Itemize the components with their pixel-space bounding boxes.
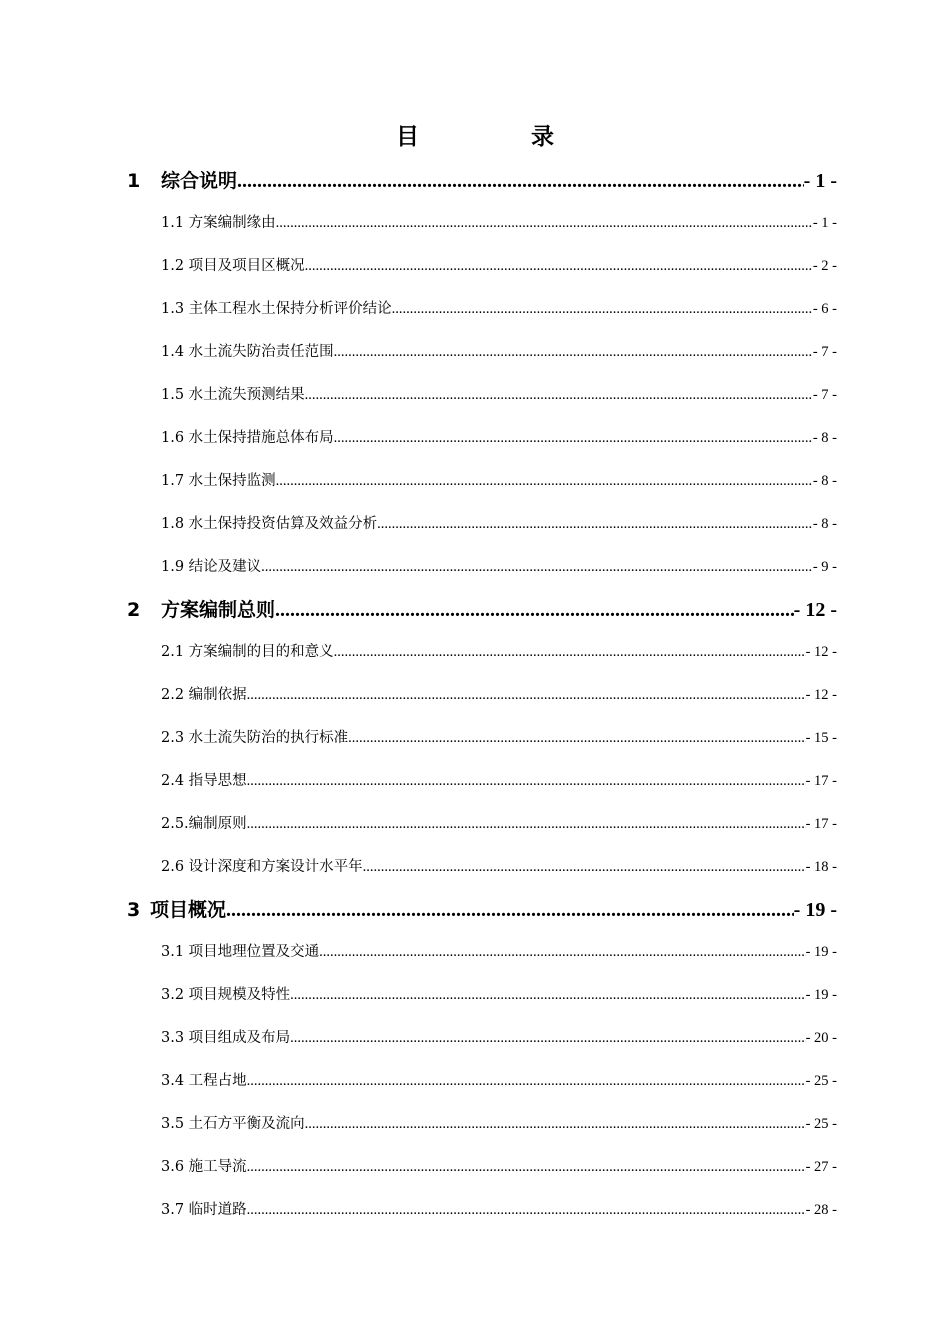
dot-leader	[334, 417, 813, 460]
dot-leader	[247, 1146, 806, 1189]
section-title: 1.6 水土保持措施总体布局	[161, 430, 334, 446]
toc-section-3-3[interactable]	[127, 1017, 837, 1060]
dot-leader	[247, 1060, 806, 1103]
section-page-number: - 8 -	[812, 516, 837, 532]
toc-chapter-1[interactable]	[127, 160, 837, 202]
section-page-number: - 6 -	[812, 301, 837, 317]
toc-section-3-4[interactable]	[127, 1060, 837, 1103]
chapter-number: 2	[127, 599, 141, 621]
dot-leader	[334, 631, 806, 674]
chapter-title: 综合说明	[161, 170, 238, 192]
toc-section-1-1[interactable]	[127, 202, 837, 245]
chapter-page-number: - 1 -	[803, 170, 837, 192]
section-title: 2.3 水土流失防治的执行标准	[161, 730, 349, 746]
toc-section-2-1[interactable]	[127, 631, 837, 674]
section-title: 3.2 项目规模及特性	[161, 987, 291, 1003]
section-page-number: - 1 -	[812, 215, 837, 231]
section-page-number: - 18 -	[805, 859, 837, 875]
dot-leader	[305, 1103, 806, 1146]
section-title: 3.5 土石方平衡及流向	[161, 1116, 305, 1132]
chapter-title: 方案编制总则	[161, 599, 276, 621]
toc-section-3-2[interactable]	[127, 974, 837, 1017]
section-page-number: - 17 -	[805, 773, 837, 789]
toc-section-2-5[interactable]	[127, 803, 837, 846]
dot-leader	[363, 846, 806, 889]
chapter-page-number: - 19 -	[793, 899, 837, 921]
toc-section-1-3[interactable]	[127, 288, 837, 331]
dot-leader	[290, 1017, 805, 1060]
section-title: 3.7 临时道路	[161, 1202, 247, 1218]
section-title: 1.1 方案编制缘由	[161, 215, 276, 231]
chapter-number: 1	[127, 170, 141, 192]
toc-section-3-5[interactable]	[127, 1103, 837, 1146]
section-page-number: - 15 -	[805, 730, 837, 746]
section-title: 1.5 水土流失预测结果	[161, 387, 305, 403]
section-title: 1.8 水土保持投资估算及效益分析	[161, 516, 378, 532]
section-title: 2.5.编制原则	[161, 816, 247, 832]
section-title: 2.4 指导思想	[161, 773, 247, 789]
section-page-number: - 12 -	[805, 687, 837, 703]
dot-leader	[290, 974, 805, 1017]
toc-section-2-4[interactable]	[127, 760, 837, 803]
toc-section-2-6[interactable]	[127, 846, 837, 889]
section-page-number: - 28 -	[805, 1202, 837, 1218]
dot-leader	[305, 374, 813, 417]
section-page-number: - 19 -	[805, 944, 837, 960]
dot-leader	[247, 1189, 806, 1232]
section-page-number: - 19 -	[805, 987, 837, 1003]
section-page-number: - 20 -	[805, 1030, 837, 1046]
toc-list	[127, 160, 837, 1232]
toc-title: 目 录	[395, 124, 606, 150]
section-title: 3.4 工程占地	[161, 1073, 247, 1089]
toc-section-1-5[interactable]	[127, 374, 837, 417]
section-title: 1.4 水土流失防治责任范围	[161, 344, 334, 360]
toc-chapter-2[interactable]	[127, 589, 837, 631]
toc-section-3-6[interactable]	[127, 1146, 837, 1189]
section-page-number: - 7 -	[812, 344, 837, 360]
dot-leader	[377, 503, 813, 546]
toc-section-1-4[interactable]	[127, 331, 837, 374]
section-page-number: - 25 -	[805, 1116, 837, 1132]
toc-section-1-6[interactable]	[127, 417, 837, 460]
section-title: 2.1 方案编制的目的和意义	[161, 644, 334, 660]
toc-section-3-7[interactable]	[127, 1189, 837, 1232]
dot-leader	[247, 674, 806, 717]
toc-chapter-3[interactable]	[127, 889, 837, 931]
toc-section-2-2[interactable]	[127, 674, 837, 717]
dot-leader	[319, 931, 805, 974]
chapter-page-number: - 12 -	[793, 599, 837, 621]
section-title: 2.2 编制依据	[161, 687, 247, 703]
section-title: 1.3 主体工程水土保持分析评价结论	[161, 301, 392, 317]
section-page-number: - 25 -	[805, 1073, 837, 1089]
section-title: 3.1 项目地理位置及交通	[161, 944, 320, 960]
dot-leader	[261, 546, 813, 589]
dot-leader	[276, 202, 813, 245]
toc-section-1-7[interactable]	[127, 460, 837, 503]
section-title: 2.6 设计深度和方案设计水平年	[161, 859, 363, 875]
dot-leader	[348, 717, 805, 760]
section-page-number: - 8 -	[812, 430, 837, 446]
dot-leader	[237, 160, 804, 202]
dot-leader	[226, 889, 794, 931]
dot-leader	[305, 245, 813, 288]
chapter-title: 项目概况	[150, 899, 227, 921]
section-page-number: - 17 -	[805, 816, 837, 832]
section-title: 3.6 施工导流	[161, 1159, 247, 1175]
dot-leader	[276, 460, 813, 503]
section-title: 1.9 结论及建议	[161, 559, 262, 575]
dot-leader	[275, 589, 794, 631]
toc-section-1-9[interactable]	[127, 546, 837, 589]
dot-leader	[392, 288, 813, 331]
chapter-number: 3	[127, 899, 141, 921]
section-page-number: - 2 -	[812, 258, 837, 274]
section-page-number: - 8 -	[812, 473, 837, 489]
dot-leader	[247, 760, 806, 803]
section-page-number: - 9 -	[812, 559, 837, 575]
section-page-number: - 7 -	[812, 387, 837, 403]
toc-section-3-1[interactable]	[127, 931, 837, 974]
dot-leader	[334, 331, 813, 374]
toc-section-2-3[interactable]	[127, 717, 837, 760]
section-title: 3.3 项目组成及布局	[161, 1030, 291, 1046]
section-title: 1.7 水土保持监测	[161, 473, 276, 489]
dot-leader	[247, 803, 806, 846]
toc-section-1-8[interactable]	[127, 503, 837, 546]
section-page-number: - 12 -	[805, 644, 837, 660]
section-title: 1.2 项目及项目区概况	[161, 258, 305, 274]
toc-section-1-2[interactable]	[127, 245, 837, 288]
section-page-number: - 27 -	[805, 1159, 837, 1175]
